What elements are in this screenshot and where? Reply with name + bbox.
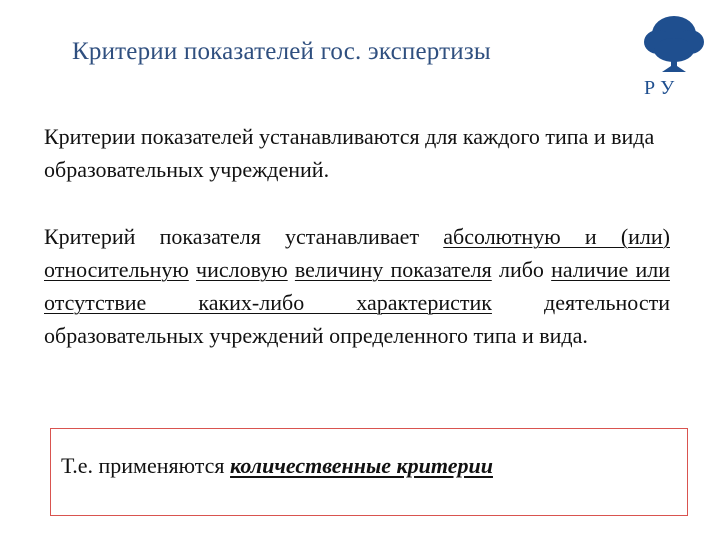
para2-text-4 xyxy=(288,257,295,282)
para2-text-3 xyxy=(189,257,196,282)
para2-text-6: деятельности образовательных учреждений определенного типа и вида. xyxy=(44,290,670,348)
paragraph-criteria-scope: Критерии показателей устанавливаются для каждого типа и вида образовательных учреждений. xyxy=(44,124,655,182)
underlined-indicator-value: величину показателя xyxy=(294,257,492,282)
callout-text xyxy=(61,453,493,479)
oak-tree-logo xyxy=(640,12,708,100)
underlined-relative: относительную xyxy=(44,257,189,282)
logo-letters: Р У xyxy=(644,77,675,99)
underlined-numeric: числовую xyxy=(196,257,288,282)
callout-box xyxy=(50,428,688,516)
slide-title: Критерии показателей гос. экспертизы xyxy=(72,38,491,65)
para2-text-5: либо xyxy=(491,257,552,282)
paragraph-criteria-definition xyxy=(44,220,670,352)
callout-prefix: Т.е. применяются xyxy=(61,453,231,478)
callout-emphasis: количественные критерии xyxy=(230,453,493,478)
underlined-absolute-or: абсолютную и (или) xyxy=(443,224,670,249)
underlined-presence-absence: наличие или отсутствие каких-либо характеристик xyxy=(44,257,670,315)
para2-text-1: Критерий показателя устанавливает xyxy=(44,224,444,249)
